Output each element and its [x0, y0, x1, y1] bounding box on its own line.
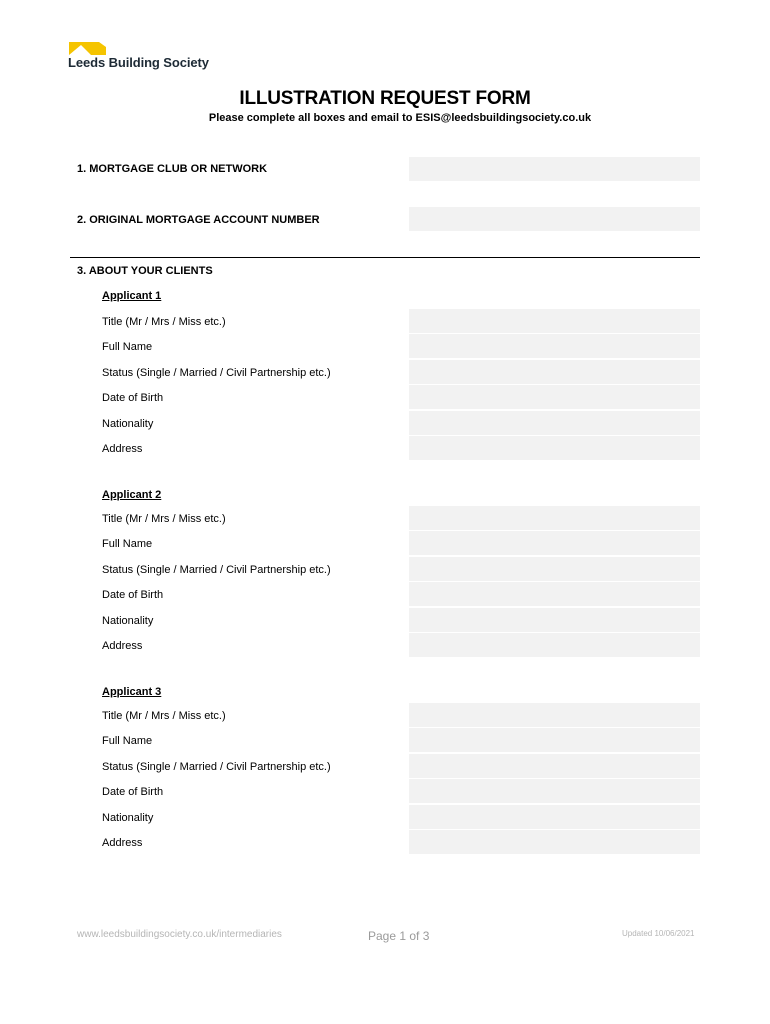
applicant-2-title-field[interactable]: [409, 506, 700, 530]
mortgage-club-field[interactable]: [409, 157, 700, 181]
updated-date: Updated 10/06/2021: [622, 929, 695, 938]
applicant-1-heading: Applicant 1: [102, 290, 162, 302]
form-title: ILLUSTRATION REQUEST FORM: [239, 88, 531, 109]
applicant-3-nationality-field[interactable]: [409, 805, 700, 829]
applicant-1-address-field[interactable]: [409, 436, 700, 460]
applicant-2-nationality-field[interactable]: [409, 608, 700, 632]
applicant-3-status-label: Status (Single / Married / Civil Partnership etc.): [102, 761, 331, 773]
section-2-label: 2. ORIGINAL MORTGAGE ACCOUNT NUMBER: [77, 214, 320, 226]
form-instructions: Please complete all boxes and email to ESIS@leedsbuildingsociety.co.uk: [208, 112, 592, 124]
applicant-1-dob-field[interactable]: [409, 385, 700, 409]
applicant-2-dob-field[interactable]: [409, 582, 700, 606]
applicant-1-title-label: Title (Mr / Mrs / Miss etc.): [102, 316, 226, 328]
applicant-3-heading: Applicant 3: [102, 686, 162, 698]
brand-name: Leeds Building Society: [68, 55, 209, 70]
applicant-3-dob-field[interactable]: [409, 779, 700, 803]
footer-website-link[interactable]: www.leedsbuildingsociety.co.uk/intermediaries: [77, 929, 282, 940]
applicant-3-dob-label: Date of Birth: [102, 786, 164, 798]
applicant-3-nationality-label: Nationality: [102, 812, 154, 824]
applicant-3-name-field[interactable]: [409, 728, 700, 752]
applicant-2-dob-label: Date of Birth: [102, 589, 164, 601]
section-divider: [70, 257, 700, 258]
applicant-2-status-field[interactable]: [409, 557, 700, 581]
applicant-1-nationality-field[interactable]: [409, 411, 700, 435]
applicant-1-address-label: Address: [102, 443, 143, 455]
applicant-3-title-label: Title (Mr / Mrs / Miss etc.): [102, 710, 226, 722]
applicant-3-address-label: Address: [102, 837, 143, 849]
applicant-2-nationality-label: Nationality: [102, 615, 154, 627]
applicant-2-name-field[interactable]: [409, 531, 700, 555]
applicant-3-title-field[interactable]: [409, 703, 700, 727]
applicant-1-status-field[interactable]: [409, 360, 700, 384]
applicant-2-address-label: Address: [102, 640, 143, 652]
applicant-2-heading: Applicant 2: [102, 489, 162, 501]
applicant-2-status-label: Status (Single / Married / Civil Partnership etc.): [102, 564, 331, 576]
section-3-label: 3. ABOUT YOUR CLIENTS: [77, 265, 213, 277]
applicant-1-name-label: Full Name: [102, 341, 153, 353]
applicant-1-dob-label: Date of Birth: [102, 392, 164, 404]
applicant-2-name-label: Full Name: [102, 538, 153, 550]
applicant-1-title-field[interactable]: [409, 309, 700, 333]
applicant-1-name-field[interactable]: [409, 334, 700, 358]
applicant-1-status-label: Status (Single / Married / Civil Partnership etc.): [102, 367, 331, 379]
brand-logo: [68, 42, 218, 72]
roof-logo-icon: [69, 42, 107, 55]
applicant-2-address-field[interactable]: [409, 633, 700, 657]
applicant-2-title-label: Title (Mr / Mrs / Miss etc.): [102, 513, 226, 525]
page-number: Page 1 of 3: [368, 929, 430, 943]
applicant-3-address-field[interactable]: [409, 830, 700, 854]
account-number-field[interactable]: [409, 207, 700, 231]
applicant-1-nationality-label: Nationality: [102, 418, 154, 430]
applicant-3-status-field[interactable]: [409, 754, 700, 778]
applicant-3-name-label: Full Name: [102, 735, 153, 747]
section-1-label: 1. MORTGAGE CLUB OR NETWORK: [77, 163, 268, 175]
